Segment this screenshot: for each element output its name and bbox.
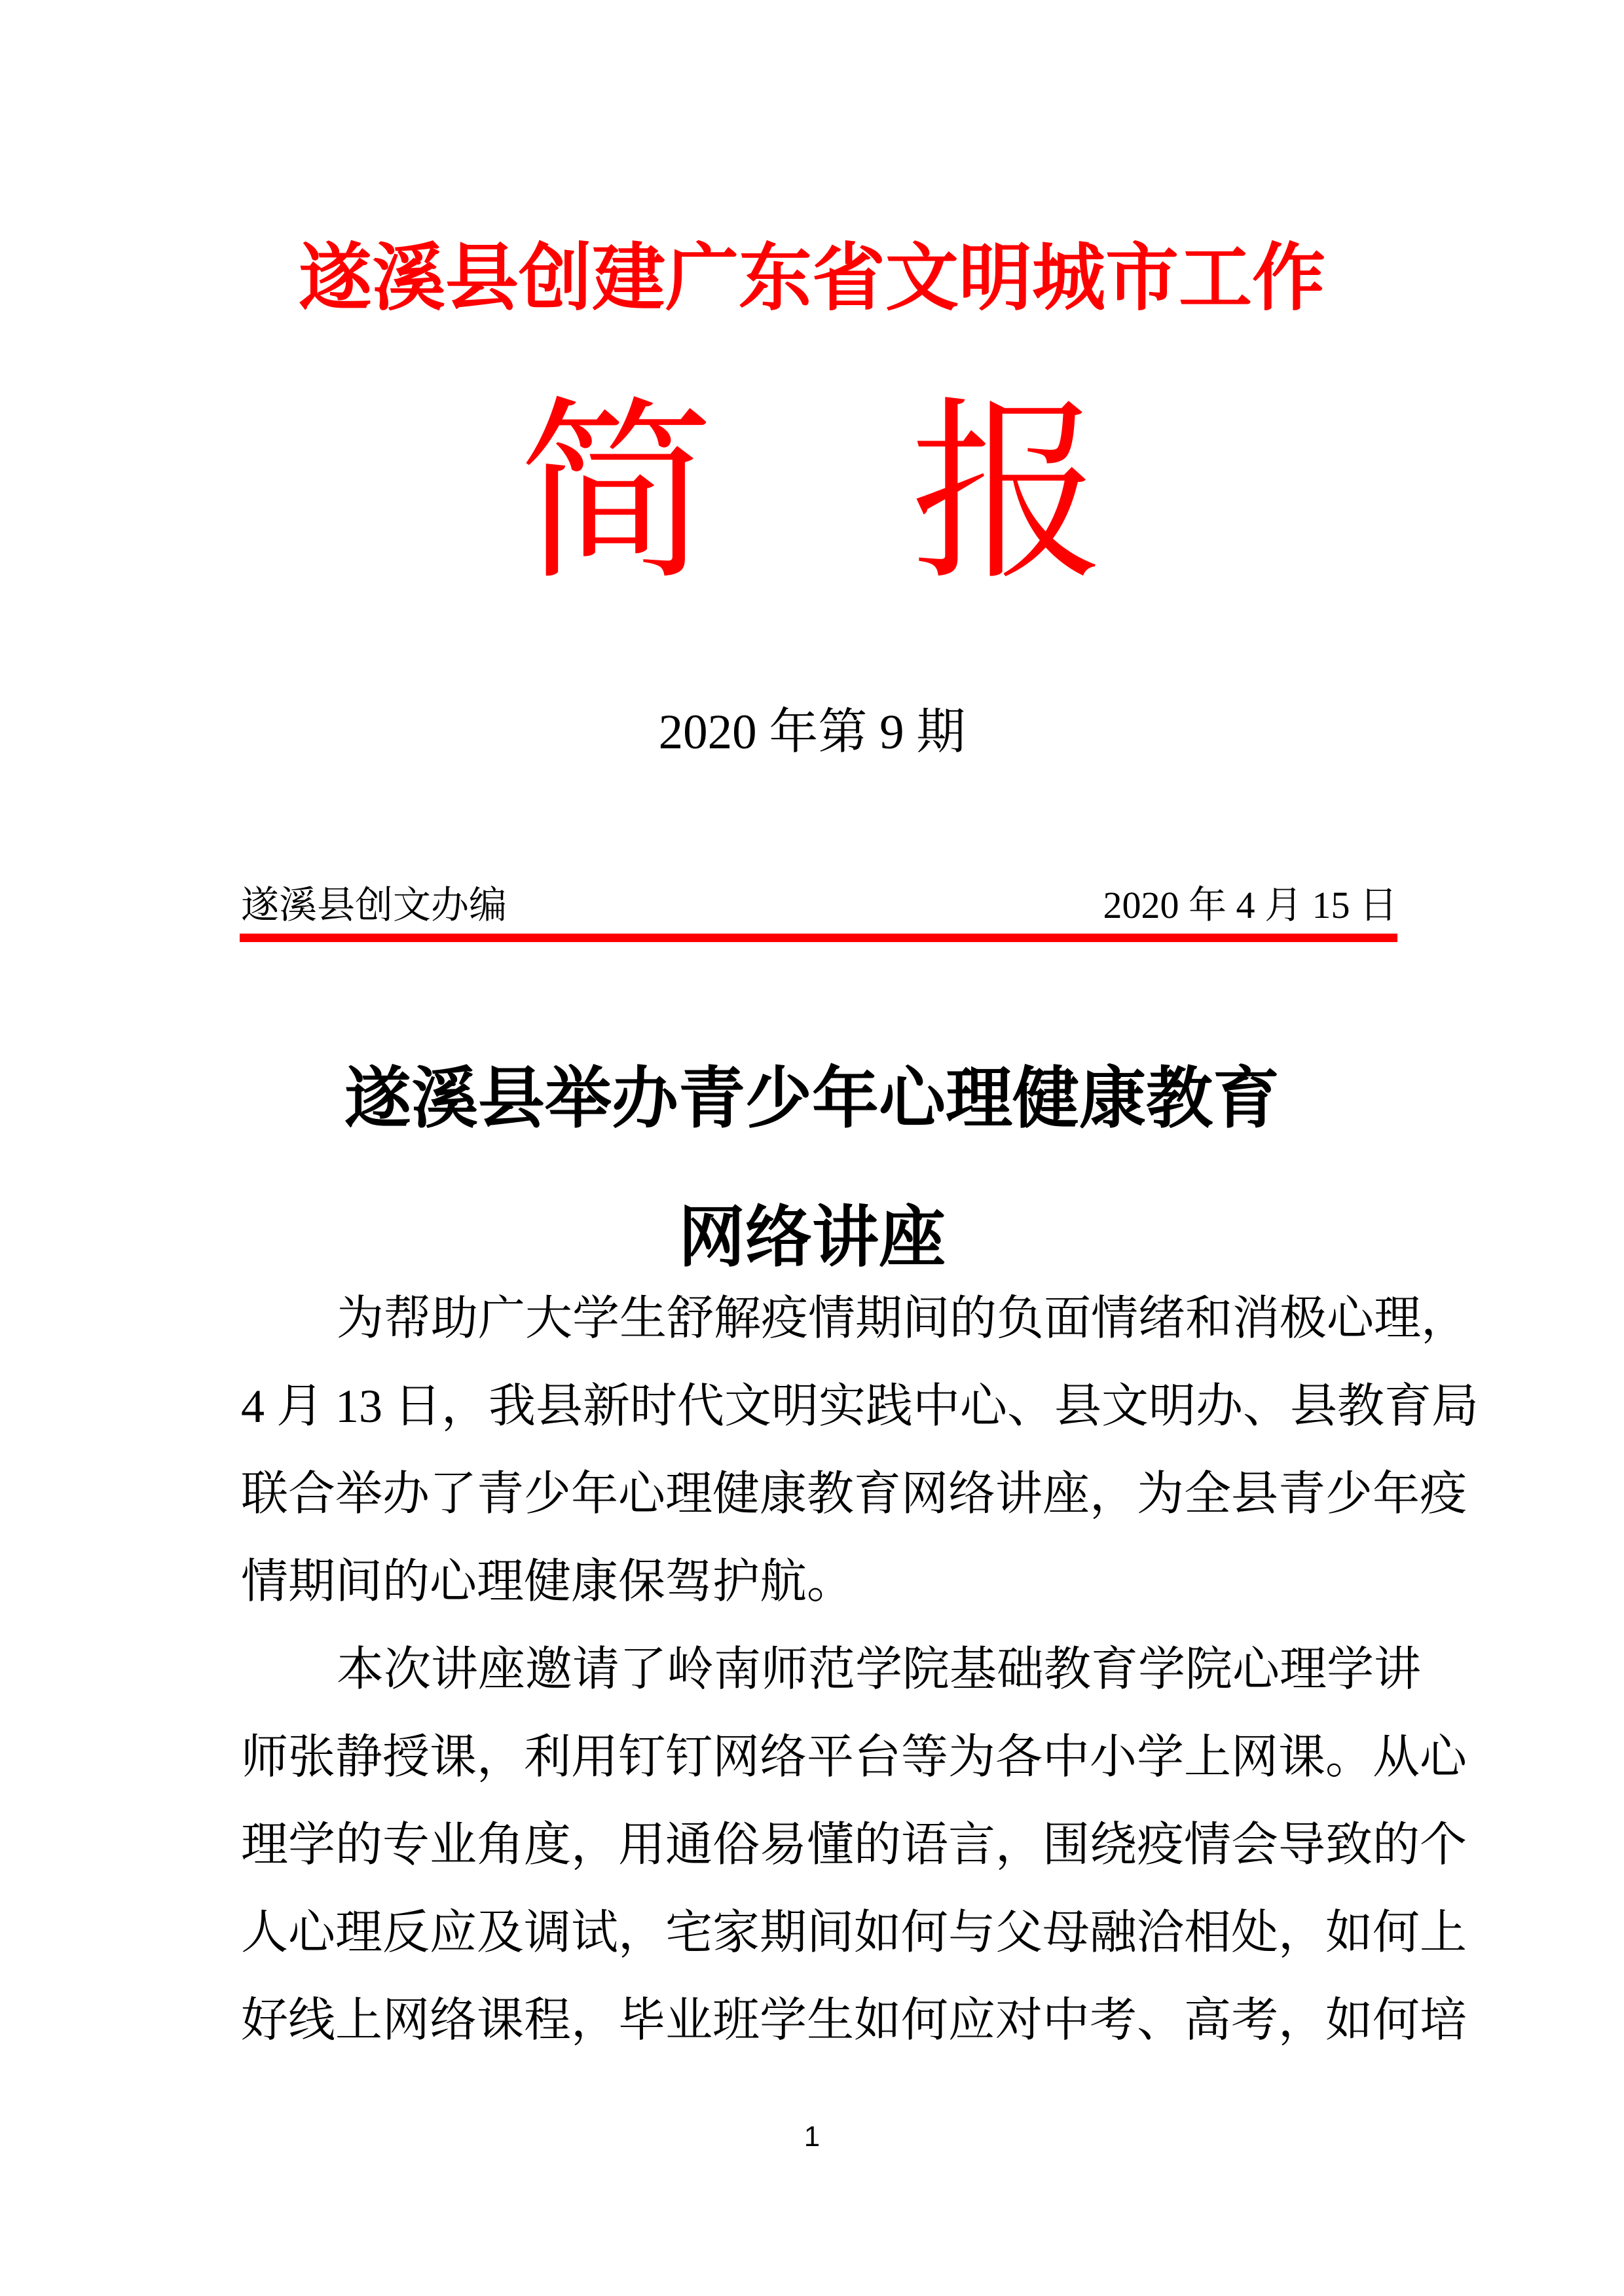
body-line: 本次讲座邀请了岭南师范学院基础教育学院心理学讲 (337, 1643, 1422, 1696)
masthead-divider-rule (240, 934, 1397, 942)
editor-label: 遂溪县创文办编 (241, 884, 507, 926)
issue-number-line: 2020 年第 9 期 (658, 705, 966, 759)
body-line: 情期间的心理健康保驾护航。 (241, 1556, 855, 1608)
body-line: 联合举办了青少年心理健康教育网络讲座，为全县青少年疫 (241, 1468, 1467, 1520)
body-line: 理学的专业角度，用通俗易懂的语言，围绕疫情会导致的个 (241, 1819, 1467, 1871)
body-line: 好线上网络课程，毕业班学生如何应对中考、高考，如何培 (241, 1994, 1467, 2047)
body-line: 4 月 13 日，我县新时代文明实践中心、县文明办、县教育局 (241, 1380, 1479, 1432)
bulletin-char-jian: 简 (519, 387, 714, 603)
body-line: 为帮助广大学生舒解疫情期间的负面情绪和消极心理， (337, 1292, 1469, 1345)
body-line: 人心理反应及调试，宅家期间如何与父母融洽相处，如何上 (241, 1906, 1467, 1959)
editor-date-row (241, 884, 1397, 928)
article-body (241, 1275, 1479, 2064)
publish-date: 2020 年 4 月 15 日 (1103, 884, 1397, 926)
article-title (0, 1062, 1624, 1276)
article-title-line1: 遂溪县举办青少年心理健康教育 (344, 1063, 1280, 1137)
masthead-org-title: 遂溪县创建广东省文明城市工作 (299, 238, 1325, 319)
body-line: 师张静授课，利用钉钉网络平台等为各中小学上网课。从心 (241, 1731, 1467, 1783)
masthead-bulletin-word (0, 387, 1624, 603)
bulletin-char-bao: 报 (910, 387, 1105, 603)
page-number: 1 (803, 2121, 821, 2153)
article-title-line2: 网络讲座 (678, 1201, 946, 1275)
